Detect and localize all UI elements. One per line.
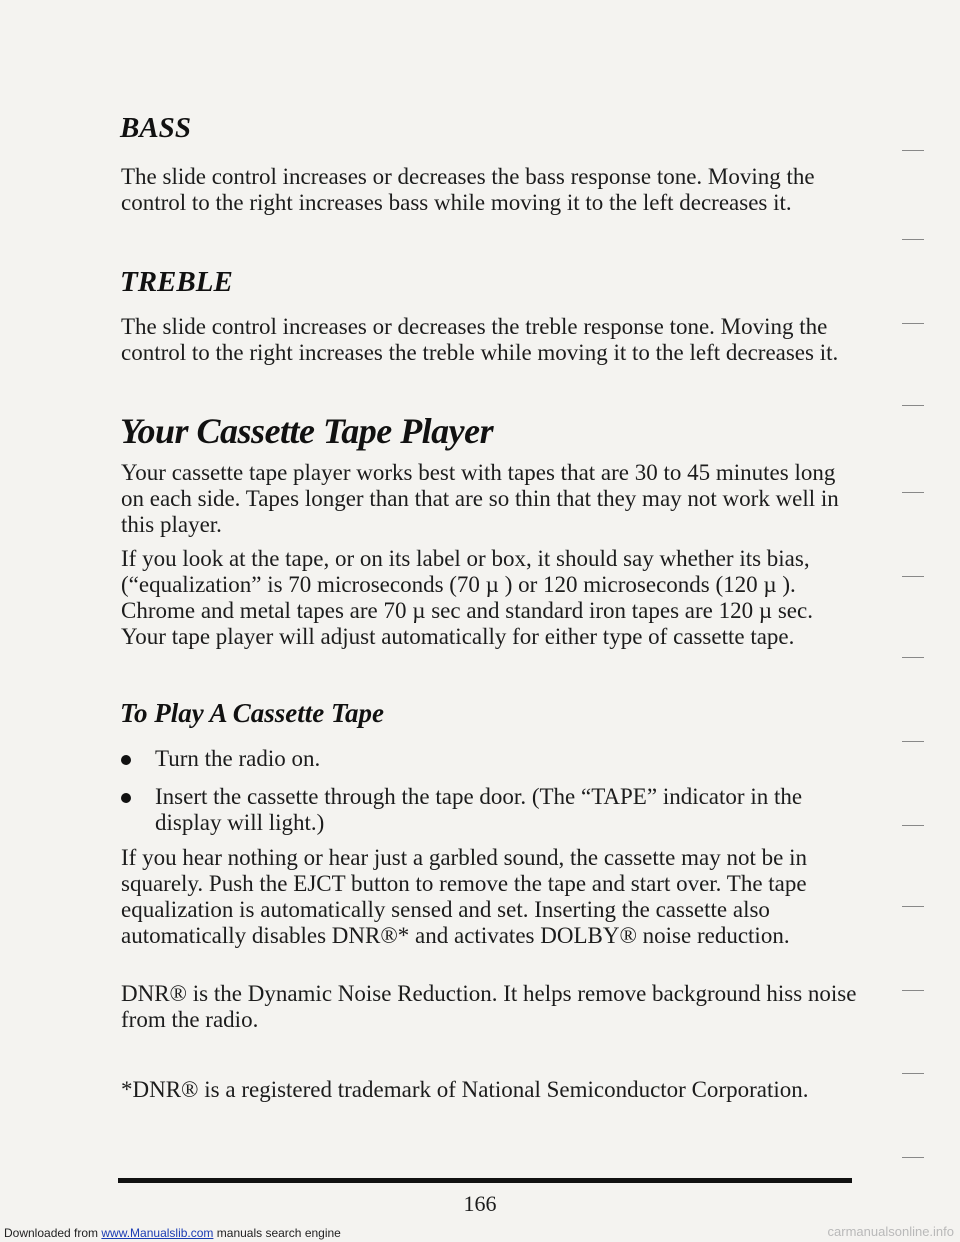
footnote: *DNR® is a registered trademark of National Semiconductor Corporation. — [121, 1077, 809, 1102]
watermark: carmanualsonline.info — [827, 1224, 954, 1239]
list-item-text: Turn the radio on. — [155, 746, 321, 771]
list-item-text: Insert the cassette through the tape door. (The “TAPE” indicator in the display will light.) — [155, 784, 803, 835]
list-item — [121, 784, 855, 836]
bass-text: The slide control increases or decreases the bass response tone. Moving the control to the right increases bass while moving it to the left decreases it. — [121, 164, 815, 215]
bass-heading: BASS — [120, 112, 191, 144]
treble-heading: TREBLE — [120, 266, 233, 298]
play-paragraph-2: DNR® is the Dynamic Noise Reduction. It helps remove background hiss noise from the radio. — [121, 981, 857, 1032]
bullet-icon — [121, 793, 131, 803]
play-paragraph-1: If you hear nothing or hear just a garbled sound, the cassette may not be in squarely. Push the EJCT button to remove the tape and start over. The tape equalization is automatically sensed and set. Inserting the cassette also automatically disables DNR®* and activates DOLBY® noise reduction. — [121, 845, 807, 948]
manualslib-link[interactable]: www.Manualslib.com — [101, 1226, 214, 1240]
play-heading: To Play A Cassette Tape — [120, 698, 385, 728]
footer-suffix: manuals search engine — [213, 1226, 341, 1240]
footer-rule — [118, 1178, 852, 1183]
cassette-paragraph-1: Your cassette tape player works best with tapes that are 30 to 45 minutes long on each side. Tapes longer than that are so thin that they may not work well in this player. — [121, 460, 839, 537]
download-footer — [4, 1226, 341, 1240]
page-number: 166 — [463, 1191, 497, 1216]
cassette-heading: Your Cassette Tape Player — [120, 411, 494, 451]
treble-text: The slide control increases or decreases the treble response tone. Moving the control to the right increases the treble while moving it to the left decreases it. — [121, 314, 839, 365]
bullet-icon — [121, 755, 131, 765]
list-item — [121, 746, 855, 772]
footer-prefix: Downloaded from — [4, 1226, 102, 1240]
cassette-paragraph-2: If you look at the tape, or on its label or box, it should say whether its bias, (“equalization” is 70 microseconds (70 µ ) or 120 microseconds (120 µ ). Chrome and metal tapes are 70 µ sec and standard iron tapes are 120 µ sec. Your tape player will adjust automatically for either type of cassette tape. — [121, 546, 813, 649]
